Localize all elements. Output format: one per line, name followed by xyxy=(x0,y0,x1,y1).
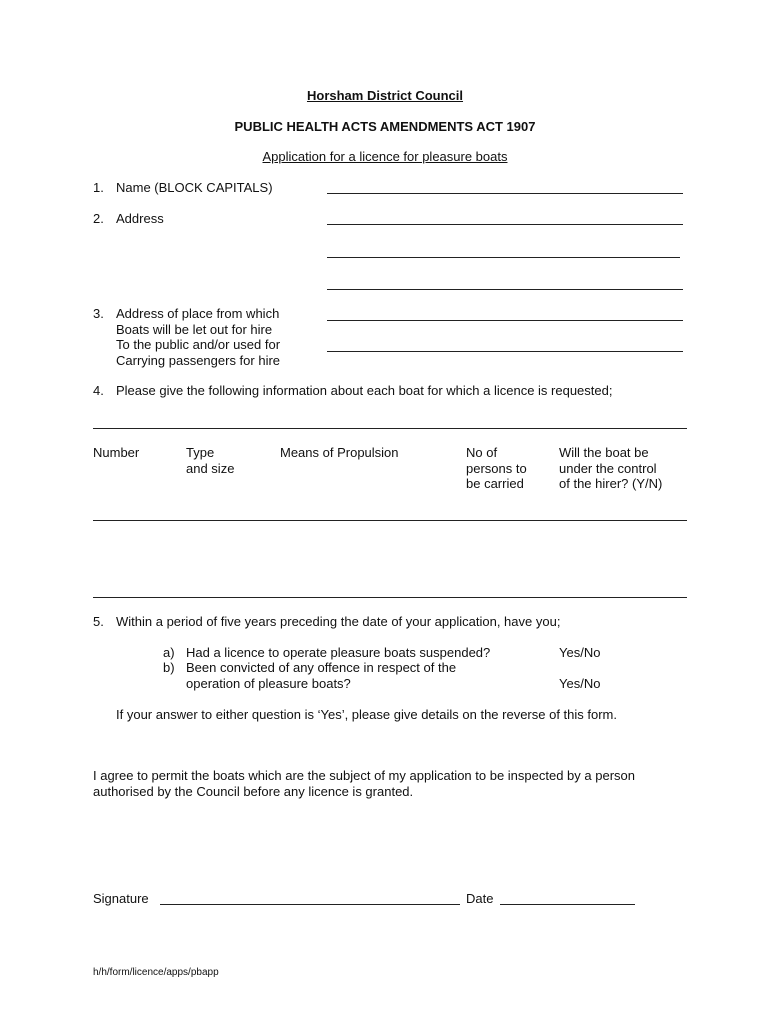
q2-number: 2. xyxy=(93,211,104,226)
q3-label-line: Address of place from which xyxy=(116,306,280,321)
col-persons-header: be carried xyxy=(466,476,524,491)
hire-place-field-line-2[interactable] xyxy=(327,351,683,352)
col-number-header: Number xyxy=(93,445,140,460)
q1-number: 1. xyxy=(93,180,104,195)
q5a-marker: a) xyxy=(163,645,175,660)
q4-number: 4. xyxy=(93,383,104,398)
table-header-rule xyxy=(93,520,687,521)
q5-number: 5. xyxy=(93,614,104,629)
q3-label-line: Carrying passengers for hire xyxy=(116,353,281,368)
q3-label-line: To the public and/or used for xyxy=(116,337,281,352)
col-persons-header: No of xyxy=(466,445,498,460)
q3-label-line: Boats will be let out for hire xyxy=(116,322,273,337)
agreement-text: I agree to permit the boats which are the subject of my application to be inspected by a person xyxy=(93,768,635,783)
q5a-text: Had a licence to operate pleasure boats suspended? xyxy=(186,645,491,660)
q1-label: Name (BLOCK CAPITALS) xyxy=(116,180,273,195)
signature-label: Signature xyxy=(93,891,149,906)
date-label: Date xyxy=(466,891,494,906)
q2-label: Address xyxy=(116,211,164,226)
agreement-text: authorised by the Council before any licence is granted. xyxy=(93,784,414,799)
q5b-marker: b) xyxy=(163,660,175,675)
address-field-line-3[interactable] xyxy=(327,289,683,290)
col-type-header: Type xyxy=(186,445,215,460)
col-propulsion-header: Means of Propulsion xyxy=(280,445,399,460)
form-reference: h/h/form/licence/apps/pbapp xyxy=(93,967,219,978)
q3-number: 3. xyxy=(93,306,104,321)
col-control-header: of the hirer? (Y/N) xyxy=(559,476,663,491)
q5b-text: Been convicted of any offence in respect of the xyxy=(186,660,457,675)
form-subtitle: Application for a licence for pleasure boats xyxy=(262,149,508,164)
table-top-rule xyxy=(93,428,687,429)
address-field-line-1[interactable] xyxy=(327,224,683,225)
q5-text: Within a period of five years preceding the date of your application, have you; xyxy=(116,614,561,629)
q5-note: If your answer to either question is ‘Yes’, please give details on the reverse of this form. xyxy=(116,707,618,722)
col-control-header: under the control xyxy=(559,461,657,476)
q5b-yes-no[interactable]: Yes/No xyxy=(559,676,601,691)
q4-text: Please give the following information about each boat for which a licence is requested; xyxy=(116,383,613,398)
council-title: Horsham District Council xyxy=(306,88,464,103)
date-field[interactable] xyxy=(500,904,635,905)
signature-field[interactable] xyxy=(160,904,460,905)
col-control-header: Will the boat be xyxy=(559,445,649,460)
q5a-yes-no[interactable]: Yes/No xyxy=(559,645,601,660)
address-field-line-2[interactable] xyxy=(327,257,680,258)
name-field[interactable] xyxy=(327,193,683,194)
act-title: PUBLIC HEALTH ACTS AMENDMENTS ACT 1907 xyxy=(234,119,536,134)
boat-details-entry-area[interactable] xyxy=(93,597,687,598)
q5b-text: operation of pleasure boats? xyxy=(186,676,351,691)
col-persons-header: persons to xyxy=(466,461,527,476)
col-type-header: and size xyxy=(186,461,235,476)
hire-place-field-line-1[interactable] xyxy=(327,320,683,321)
